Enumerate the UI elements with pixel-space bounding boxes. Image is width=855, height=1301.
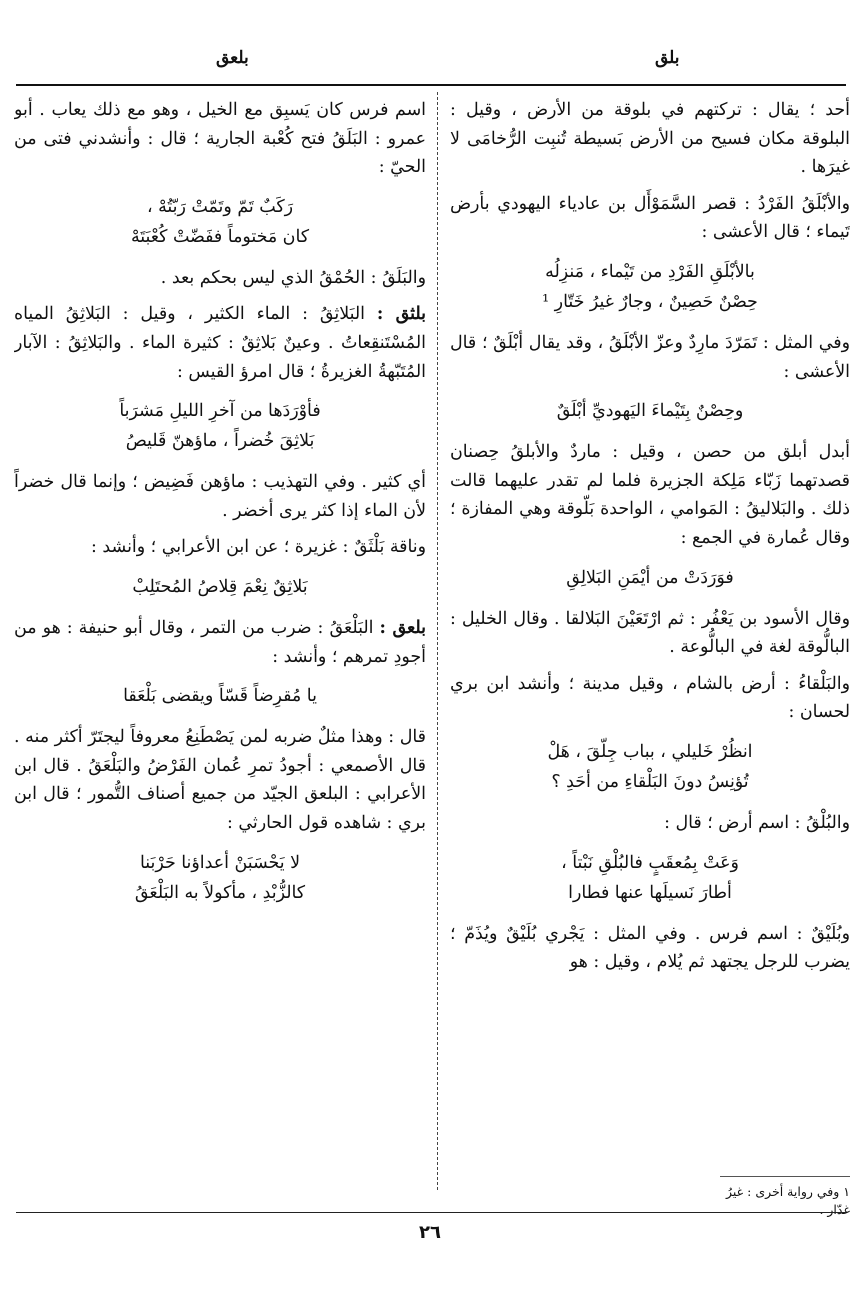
verse-line: أطارَ نَسيلَها عنها فطارا [568, 882, 732, 903]
paragraph: والأبْلَقُ الفَرْدُ : قصر السَّمَوْأَل بن عادياء اليهودي بأرض تَيماء ؛ قال الأعشى : [450, 193, 850, 243]
verse [450, 848, 850, 908]
verse [14, 848, 426, 908]
verse-line: بَلاثِقَ خُضراً ، ماؤهنّ قَليصُ [125, 431, 315, 452]
verse [14, 192, 426, 252]
verse [450, 563, 850, 593]
verse-line: انظُرْ خَليلي ، بباب جِلّقَ ، هَلْ [547, 741, 753, 762]
paragraph: أي كثير . وفي التهذيب : ماؤهن فَضِيض ؛ وإنما قال خضراً لأن الماء إذا كثر يرى أخضر . [14, 472, 426, 521]
verse-line: كالزُّبْدِ ، مأكولاً به البَلْعَقُ [134, 882, 306, 903]
paragraph: وبُلَيْقٌ : اسم فرس . وفي المثل : يَجْري بُلَيْقٌ ويُذَمّ ؛ يضرب للرجل يجتهد ثم يُلام ، وقيل : هو [450, 923, 850, 973]
verse-line: يا مُقرِضاً قَسّاً ويقضى بَلْعَقا [123, 686, 317, 707]
verse [14, 681, 426, 711]
paragraph: وناقة بَلْثَقٌ : غزيرة ؛ عن ابن الأعرابي ؛ وأنشد : [91, 537, 426, 558]
paragraph: قال : وهذا مثلٌ ضربه لمن يَصْطَنِعُ معروفاً ليجتَرّ أكثر منه . قال الأصمعي : أجودُ تمرِ عُمان الفَرْضُ والبَلْعَقُ . قال ابن الأعرابي : البلعق الجيّد من جميع أصناف التُّمور ؛ قال ابن بري : شاهده قول الحارثي : [14, 727, 426, 833]
header-keyword-right: بلق [655, 48, 680, 68]
page-number: ٢٦ [419, 1222, 441, 1243]
entry-keyword: بلعق : [379, 617, 426, 638]
paragraph: وفي المثل : تَمَرّدَ مارِدٌ وعزّ الأبْلَقُ ، وقد يقال أبْلَقٌ ؛ قال الأعشى : [450, 332, 850, 382]
verse [450, 737, 850, 797]
verse-line: بَلاثِقٌ نِعْمَ قِلاصُ المُحتَلِبْ [132, 576, 308, 597]
verse [14, 572, 426, 602]
paragraph: والبَلَقُ : الحُمْقُ الذي ليس بحكم بعد . [160, 267, 426, 288]
paragraph: أحد ؛ يقال : تركتهم في بلوقة من الأرض ، وقيل : البلوقة مكان فسيح من الأرض بَسيطة تُنبِت الرُّخامَى لا غيرَها . [450, 100, 850, 178]
entry-paragraph [14, 614, 426, 671]
verse-line: حِصْنٌ حَصِينٌ ، وجارٌ غيرُ خَتّارِ ¹ [542, 291, 758, 312]
entry-keyword: بلثق : [376, 304, 426, 325]
paragraph: وقال الأسود بن يَعْفُر : ثم ارْتَعَيْنَ البَلالقا . وقال الخليل : البالُّوقة لغة في البالُّوعة . [450, 608, 850, 658]
column-divider [437, 92, 438, 1190]
entry-text: البَلْعَقُ : ضرب من التمر ، وقال أبو حنيفة : هو من أجودِ تمرهم ؛ وأنشد : [14, 617, 426, 667]
verse-line: رَكَبٌ تَمّ وتَمّتْ رَبّتُهْ ، [146, 196, 294, 217]
footnote-text: ١ وفي رواية أخرى : غيرُ غدّار . [720, 1176, 850, 1219]
verse-line: لا يَحْسَبَنْ أعداؤنا حَرْبَنا [139, 852, 300, 873]
paragraph: أبدل أبلق من حصن ، وقيل : ماردٌ والأبلقُ حِصنان قصدتهما زَبّاء مَلِكة الجزيرة فلما لم تقدر عليهما قالت ذلك . والبَلاليقُ : المَوامي ، الواحدة بَلّوقة وهي المفازة ؛ وقال عُمارة في الجمع : [450, 442, 850, 548]
verse-line: كان مَختوماً ففَضّتْ كُعْبَتَهْ [130, 226, 310, 247]
bottom-rule [16, 1212, 846, 1213]
paragraph: اسم فرس كان يَسبِق مع الخيل ، وهو مع ذلك يعاب . أبو عمرو : البَلَقُ فتح كُعْبة الجارية ؛ قال : وأنشدني فتى من الحيّ : [14, 100, 426, 178]
verse-line: بالأبْلَقِ الفَرْدِ من تَيْماء ، مَنزِلُه [545, 261, 755, 282]
verse-line: وَعَتْ بِمُعقَبٍ فالبُلْقِ نَبْتاً ، [561, 852, 739, 873]
verse [450, 396, 850, 426]
top-rule [16, 84, 846, 86]
header-keyword-left: بلعق [216, 48, 249, 68]
entry-text: البَلاثِقُ : الماء الكثير ، وقيل : البَلاثِقُ المياه المُسْتَنقِعاتُ . وعينٌ بَلاثِقٌ : كثيرة الماء . والبَلاثِقُ : الآبار المُتَبّهةُ الغزيرةُ ؛ قال امرؤ القيس : [14, 304, 426, 382]
verse-line: تُؤنِسُ دونَ البَلْقاءِ من أحَدِ ؟ [551, 771, 749, 792]
left-column [14, 96, 426, 1196]
verse [450, 257, 850, 317]
verse-line: فوَرَدَتْ من أيْمَنِ البَلالِقِ [566, 567, 734, 588]
verse [14, 396, 426, 456]
verse-line: وحِصْنٌ بِتَيْماءَ اليَهوديِّ أبْلَقٌ [556, 401, 744, 422]
right-column [450, 96, 850, 1188]
paragraph: والبُلْقُ : اسم أرض ؛ قال : [664, 812, 850, 833]
entry-paragraph [14, 300, 426, 386]
paragraph: والبَلْقاءُ : أرض بالشام ، وقيل مدينة ؛ وأنشد ابن بري لحسان : [450, 673, 850, 723]
verse-line: فأوْرَدَها من آخرِ الليلِ مَشرَباً [119, 401, 321, 422]
